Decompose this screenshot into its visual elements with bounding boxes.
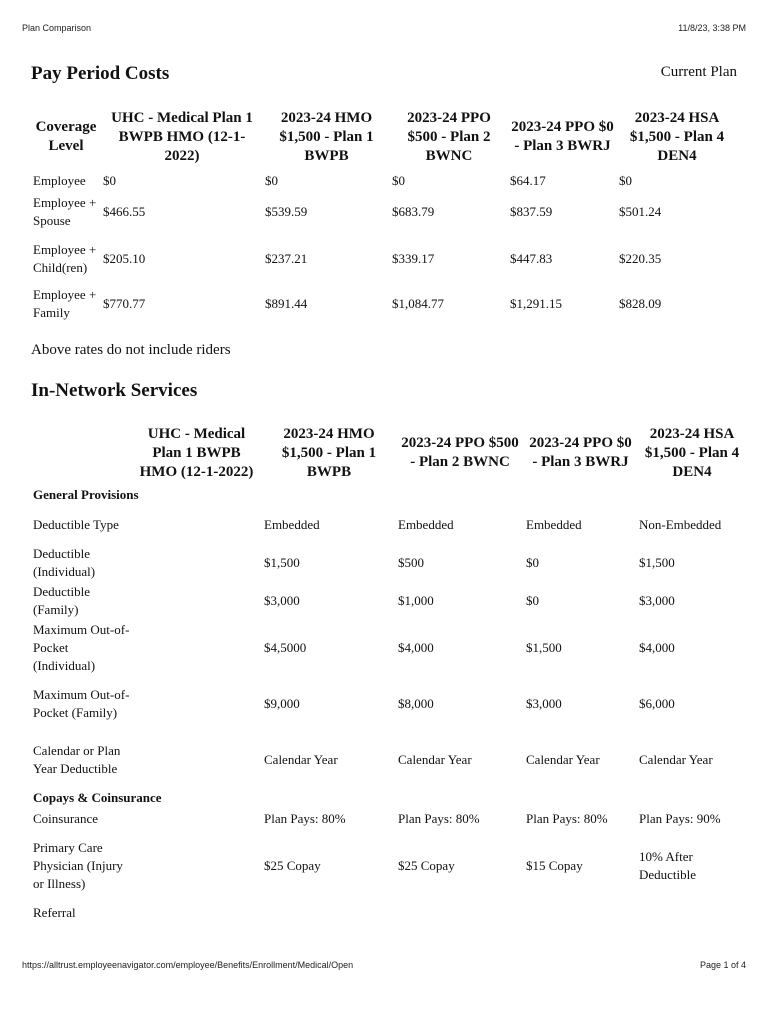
cost-cell: $339.17 xyxy=(392,250,435,266)
service-value-cell: $15 Copay xyxy=(526,858,583,873)
cost-cell: $828.09 xyxy=(619,296,662,311)
cost-cell: $770.77 xyxy=(103,296,146,311)
table-row xyxy=(31,170,737,192)
service-value-cell: $1,500 xyxy=(526,640,562,655)
service-label-cell: Deductible (Individual) xyxy=(33,546,96,579)
service-value-cell: 10% After Deductible xyxy=(639,849,697,882)
cost-cell: $205.10 xyxy=(103,250,146,266)
service-value-cell: $3,000 xyxy=(526,696,562,711)
cost-cell: $447.83 xyxy=(510,250,553,266)
table-row xyxy=(31,808,747,830)
cost-cell: $0 xyxy=(392,173,405,188)
table-row xyxy=(31,620,747,676)
service-value-cell xyxy=(131,830,262,902)
service-value-cell: $9,000 xyxy=(264,696,300,711)
cost-cell: $0 xyxy=(619,173,632,188)
service-value-cell: Embedded xyxy=(398,517,454,532)
service-label-cell: Primary Care Physician (Injury or Illness) xyxy=(33,840,123,891)
plan-header: 2023-24 PPO $500 - Plan 2 BWNC xyxy=(407,109,491,164)
service-value-cell: $25 Copay xyxy=(264,858,321,873)
print-header-datetime: 11/8/23, 3:38 PM xyxy=(678,23,746,33)
plan-header: 2023-24 HMO $1,500 - Plan 1 BWPB xyxy=(281,425,377,480)
service-value-cell: Plan Pays: 80% xyxy=(398,811,480,826)
plan-header: 2023-24 PPO $500 - Plan 2 BWNC xyxy=(401,435,519,470)
cost-cell: $837.59 xyxy=(510,204,553,219)
print-footer-page-number: Page 1 of 4 xyxy=(699,960,746,970)
cost-cell: $501.24 xyxy=(619,204,662,219)
service-value-cell: $4,000 xyxy=(398,640,434,655)
table-row xyxy=(31,192,737,232)
service-label-cell: Maximum Out-of-Pocket (Individual) xyxy=(33,622,130,673)
coverage-level-cell: Employee xyxy=(33,173,86,188)
service-value-cell: Embedded xyxy=(264,517,320,532)
cost-cell: $1,084.77 xyxy=(392,296,444,311)
cost-cell: $0 xyxy=(103,173,116,188)
coverage-level-cell: Employee + Family xyxy=(33,287,97,320)
group-header: Copays & Coinsurance xyxy=(33,790,162,805)
group-header-row xyxy=(31,788,747,808)
service-value-cell: $1,000 xyxy=(398,593,434,608)
plan-header: UHC - Medical Plan 1 BWPB HMO (12-1-2022) xyxy=(139,425,254,480)
print-header xyxy=(22,23,746,33)
service-value-cell: Calendar Year xyxy=(264,752,338,767)
cost-cell: $891.44 xyxy=(265,296,308,311)
table-row xyxy=(31,232,737,285)
coverage-level-cell: Employee + Spouse xyxy=(33,195,97,228)
service-label-cell: Deductible (Family) xyxy=(33,584,91,617)
service-label-cell: Referral xyxy=(33,905,76,920)
service-value-cell: $0 xyxy=(526,593,539,608)
table-row xyxy=(31,285,737,323)
service-value-cell: Calendar Year xyxy=(639,752,713,767)
in-network-services-table xyxy=(31,423,747,924)
service-label-cell: Calendar or Plan Year Deductible xyxy=(33,743,121,776)
print-footer xyxy=(22,960,746,970)
service-value-cell xyxy=(131,544,262,582)
service-value-cell xyxy=(131,506,262,544)
service-value-cell: $8,000 xyxy=(398,696,434,711)
pay-period-header-row xyxy=(31,104,737,170)
table-row xyxy=(31,830,747,902)
service-value-cell: $6,000 xyxy=(639,696,675,711)
service-value-cell xyxy=(131,808,262,830)
cost-cell: $539.59 xyxy=(265,204,308,219)
service-value-cell: Non-Embedded xyxy=(639,517,722,532)
service-value-cell xyxy=(131,582,262,620)
table-row xyxy=(31,582,747,620)
plan-header: 2023-24 HMO $1,500 - Plan 1 BWPB xyxy=(279,109,374,164)
service-value-cell xyxy=(262,902,396,924)
service-value-cell xyxy=(131,676,262,732)
service-value-cell xyxy=(637,902,747,924)
service-value-cell: Plan Pays: 90% xyxy=(639,811,721,826)
service-value-cell: Calendar Year xyxy=(526,752,600,767)
table-row xyxy=(31,732,747,788)
cost-cell: $683.79 xyxy=(392,204,435,219)
plan-header: 2023-24 PPO $0 - Plan 3 BWRJ xyxy=(511,119,614,154)
coverage-level-cell: Employee + Child(ren) xyxy=(33,241,97,275)
service-value-cell: $4,5000 xyxy=(264,640,307,655)
rates-note: Above rates do not include riders xyxy=(31,342,231,358)
table-row xyxy=(31,506,747,544)
group-header: General Provisions xyxy=(33,486,139,502)
service-label-cell: Deductible Type xyxy=(33,517,119,532)
service-value-cell: $500 xyxy=(398,555,424,570)
in-network-header-row xyxy=(31,423,747,483)
print-header-title: Plan Comparison xyxy=(22,23,92,33)
plan-header: 2023-24 HSA $1,500 - Plan 4 DEN4 xyxy=(644,425,740,480)
service-header xyxy=(31,423,131,483)
cost-cell: $237.21 xyxy=(265,250,308,266)
service-value-cell: $1,500 xyxy=(639,555,675,570)
service-value-cell: $3,000 xyxy=(264,593,300,608)
service-value-cell: $3,000 xyxy=(639,593,675,608)
in-network-services-heading: In-Network Services xyxy=(31,380,198,401)
service-value-cell: $1,500 xyxy=(264,555,300,570)
service-value-cell: $25 Copay xyxy=(398,858,455,873)
cost-cell: $1,291.15 xyxy=(510,296,562,311)
service-value-cell xyxy=(524,902,637,924)
cost-cell: $0 xyxy=(265,173,278,188)
service-value-cell: $4,000 xyxy=(639,640,675,655)
print-footer-url: https://alltrust.employeenavigator.com/employee/Benefits/Enrollment/Medical/Open xyxy=(22,960,354,970)
coverage-level-header: Coverage Level xyxy=(35,119,97,154)
service-value-cell: $0 xyxy=(526,555,539,570)
pay-period-costs-table xyxy=(31,104,737,323)
current-plan-label: Current Plan xyxy=(660,64,737,80)
pay-period-costs-heading: Pay Period Costs xyxy=(31,63,170,84)
cost-cell: $466.55 xyxy=(103,204,146,219)
service-value-cell xyxy=(131,620,262,676)
service-label-cell: Maximum Out-of-Pocket (Family) xyxy=(33,687,130,720)
table-row xyxy=(31,544,747,582)
service-value-cell xyxy=(131,732,262,788)
service-value-cell xyxy=(396,902,524,924)
table-row xyxy=(31,676,747,732)
cost-cell: $64.17 xyxy=(510,173,546,188)
plan-header: UHC - Medical Plan 1 BWPB HMO (12-1-2022) xyxy=(111,109,253,164)
plan-header: 2023-24 HSA $1,500 - Plan 4 DEN4 xyxy=(629,109,725,164)
plan-header: 2023-24 PPO $0 - Plan 3 BWRJ xyxy=(529,435,632,470)
group-header-row xyxy=(31,483,747,506)
service-value-cell xyxy=(131,902,262,924)
cost-cell: $220.35 xyxy=(619,250,662,266)
service-value-cell: Embedded xyxy=(526,517,582,532)
table-row xyxy=(31,902,747,924)
service-value-cell: Plan Pays: 80% xyxy=(264,811,346,826)
service-value-cell: Plan Pays: 80% xyxy=(526,811,608,826)
service-value-cell: Calendar Year xyxy=(398,752,472,767)
service-label-cell: Coinsurance xyxy=(33,811,98,826)
